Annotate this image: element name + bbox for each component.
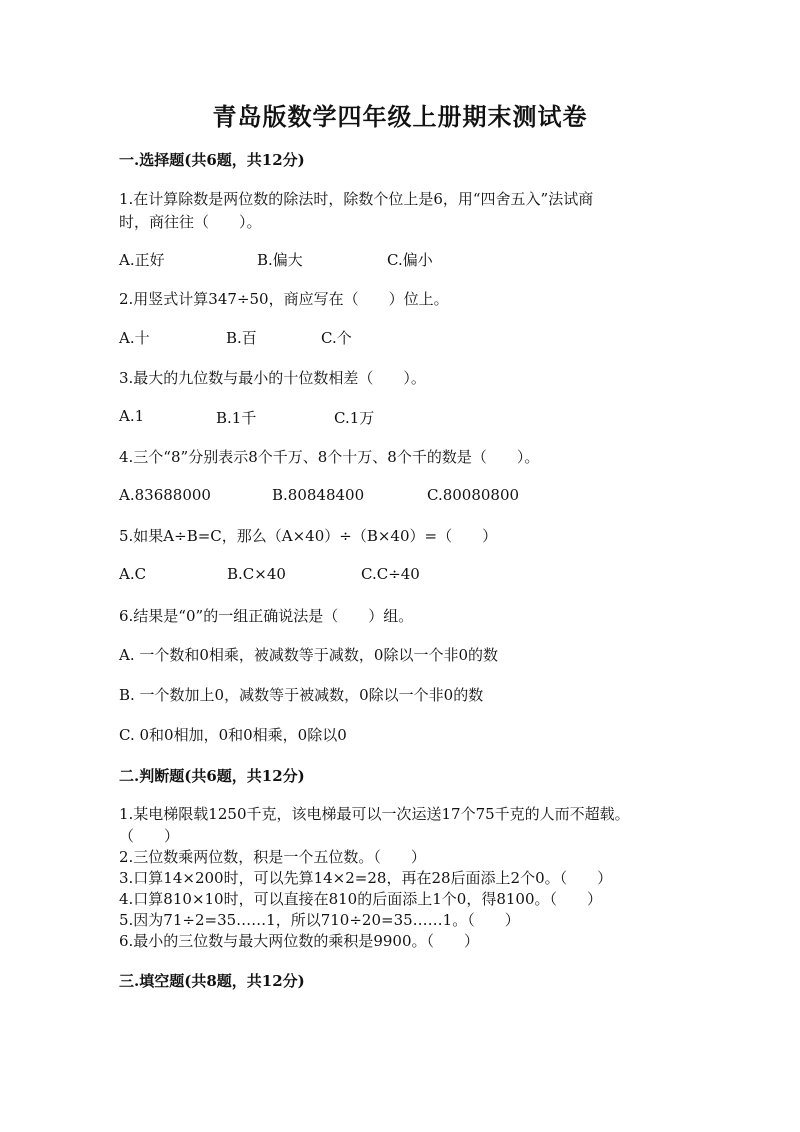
- option-b: B. 一个数加上0，减数等于被减数，0除以一个非0的数: [119, 686, 484, 704]
- option-b: B.百: [226, 329, 257, 347]
- option-c: C.个: [321, 329, 352, 347]
- option-a: A.十: [119, 329, 150, 347]
- question-text: 6.结果是“0”的一组正确说法是（ ）组。: [119, 607, 414, 625]
- section-heading-choice: 一.选择题(共6题，共12分): [119, 151, 305, 169]
- page-title: 青岛版数学四年级上册期末测试卷: [212, 102, 588, 131]
- option-c: C.80080800: [427, 486, 520, 504]
- section-heading-fill-in: 三.填空题(共8题，共12分): [119, 972, 305, 990]
- option-c: C.1万: [334, 409, 375, 427]
- option-c: C.偏小: [387, 251, 433, 269]
- option-b: B.80848400: [272, 486, 365, 504]
- option-a: A.C: [119, 565, 147, 583]
- statement-line: 3.口算14×200时，可以先算14×2=28，再在28后面添上2个0。（ ）: [119, 869, 613, 887]
- option-b: B.1千: [216, 409, 257, 427]
- question-text: 5.如果A÷B=C，那么（A×40）÷（B×40）=（ ）: [119, 527, 498, 545]
- option-a: A.正好: [119, 251, 165, 269]
- answer-parentheses: （ ）: [119, 827, 180, 845]
- option-a: A.83688000: [119, 486, 211, 504]
- statement-line: 6.最小的三位数与最大两位数的乘积是9900。（ ）: [119, 932, 479, 950]
- question-text: 时，商往往（ ）。: [119, 213, 262, 231]
- option-a: A.1: [119, 407, 145, 425]
- section-heading-judgement: 二.判断题(共6题，共12分): [119, 767, 305, 785]
- question-text: 1.在计算除数是两位数的除法时，除数个位上是6，用“四舍五入”法试商: [119, 190, 594, 208]
- option-c: C.C÷40: [361, 565, 420, 583]
- statement-line: 1.某电梯限载1250千克，该电梯最可以一次运送17个75千克的人而不超载。: [119, 805, 630, 823]
- statement-line: 4.口算810×10时，可以直接在810的后面添上1个0，得8100。（ ）: [119, 890, 602, 908]
- option-b: B.偏大: [257, 251, 303, 269]
- question-text: 4.三个“8”分别表示8个千万、8个十万、8个千的数是（ ）。: [119, 448, 540, 466]
- question-text: 3.最大的九位数与最小的十位数相差（ ）。: [119, 369, 426, 387]
- statement-line: 5.因为71÷2=35……1，所以710÷20=35……1。（ ）: [119, 911, 520, 929]
- statement-line: 2.三位数乘两位数，积是一个五位数。（ ）: [119, 848, 426, 866]
- option-b: B.C×40: [227, 565, 286, 583]
- option-c: C. 0和0相加，0和0相乘，0除以0: [119, 726, 347, 744]
- question-text: 2.用竖式计算347÷50，商应写在（ ）位上。: [119, 290, 449, 308]
- option-a: A. 一个数和0相乘，被减数等于减数，0除以一个非0的数: [119, 646, 499, 664]
